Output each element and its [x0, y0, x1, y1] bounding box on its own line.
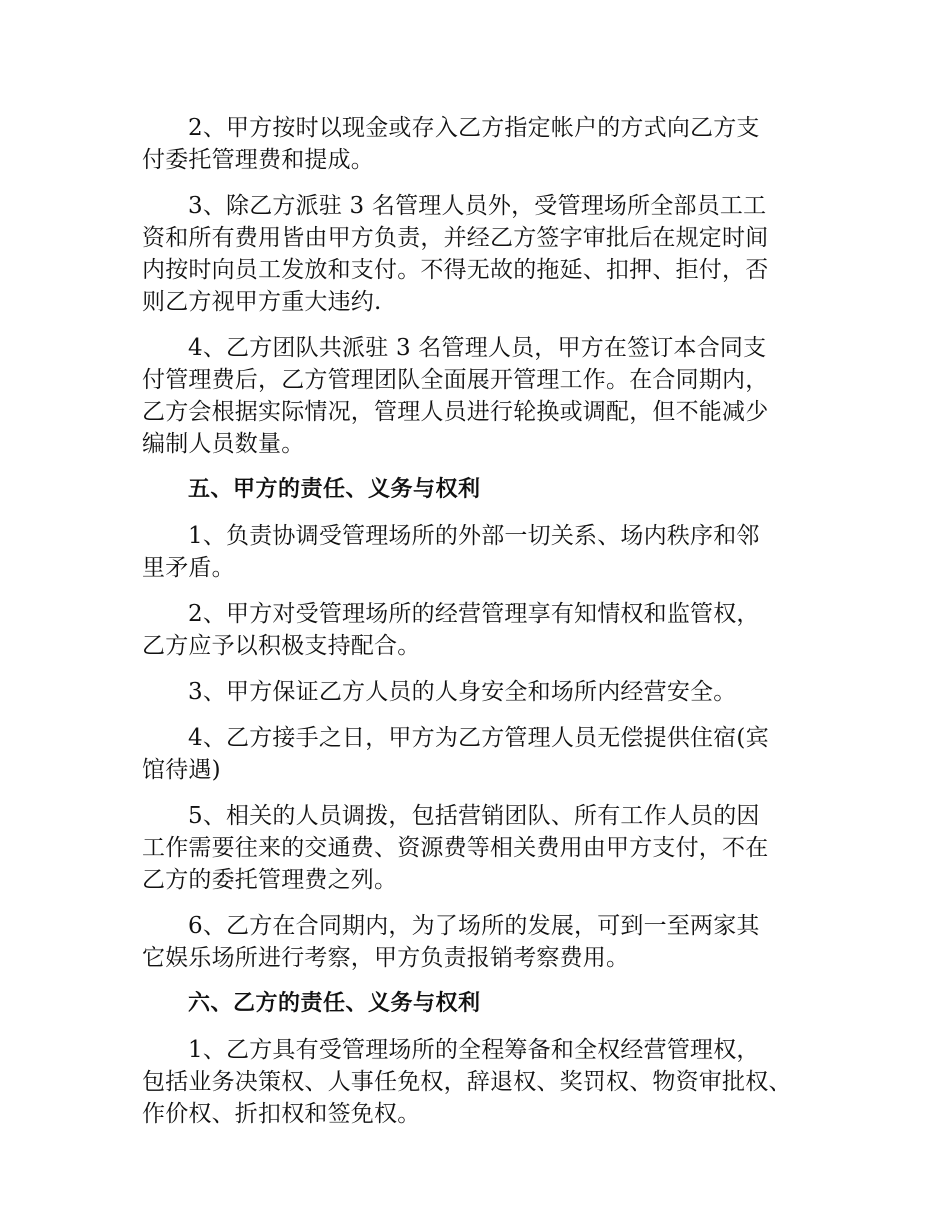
clause-4-3: 3、除乙方派驻 3 名管理人员外，受管理场所全部员工工 资和所有费用皆由甲方负责，并经乙方签字审批后在规定时间 内按时向员工发放和支付。不得无故的拖延、扣押、拒付，否 则乙方视甲方重大违约. — [142, 193, 769, 315]
clause-5-2: 2、甲方对受管理场所的经营管理享有知情权和监管权， 乙方应予以积极支持配合。 — [142, 601, 760, 659]
section-heading-5: 五、甲方的责任、义务与权利 — [188, 477, 481, 502]
clause-5-3: 3、甲方保证乙方人员的人身安全和场所内经营安全。 — [188, 679, 737, 705]
clause-5-5: 5、相关的人员调拨，包括营销团队、所有工作人员的因 工作需要往来的交通费、资源费等相关费用由甲方支付，不在 乙方的委托管理费之列。 — [142, 803, 769, 893]
clause-5-6: 6、乙方在合同期内，为了场所的发展，可到一至两家其 它娱乐场所进行考察，甲方负责报销考察费用。 — [142, 913, 760, 971]
clause-6-1: 1、乙方具有受管理场所的全程筹备和全权经营管理权， 包括业务决策权、人事任免权，辞退权、奖罚权、物资审批权、 作价权、折扣权和签免权。 — [142, 1037, 792, 1127]
clause-4-4: 4、乙方团队共派驻 3 名管理人员，甲方在签订本合同支 付管理费后，乙方管理团队全面展开管理工作。在合同期内， 乙方会根据实际情况，管理人员进行轮换或调配，但不能减少 编制人员数量。 — [142, 335, 769, 457]
clause-5-1: 1、负责协调受管理场所的外部一切关系、场内秩序和邻 里矛盾。 — [142, 523, 760, 581]
document-body — [142, 112, 832, 1144]
section-heading-6: 六、乙方的责任、义务与权利 — [188, 991, 481, 1016]
clause-5-4: 4、乙方接手之日，甲方为乙方管理人员无偿提供住宿(宾 馆待遇) — [142, 725, 769, 783]
clause-4-2: 2、甲方按时以现金或存入乙方指定帐户的方式向乙方支 付委托管理费和提成。 — [142, 115, 760, 173]
